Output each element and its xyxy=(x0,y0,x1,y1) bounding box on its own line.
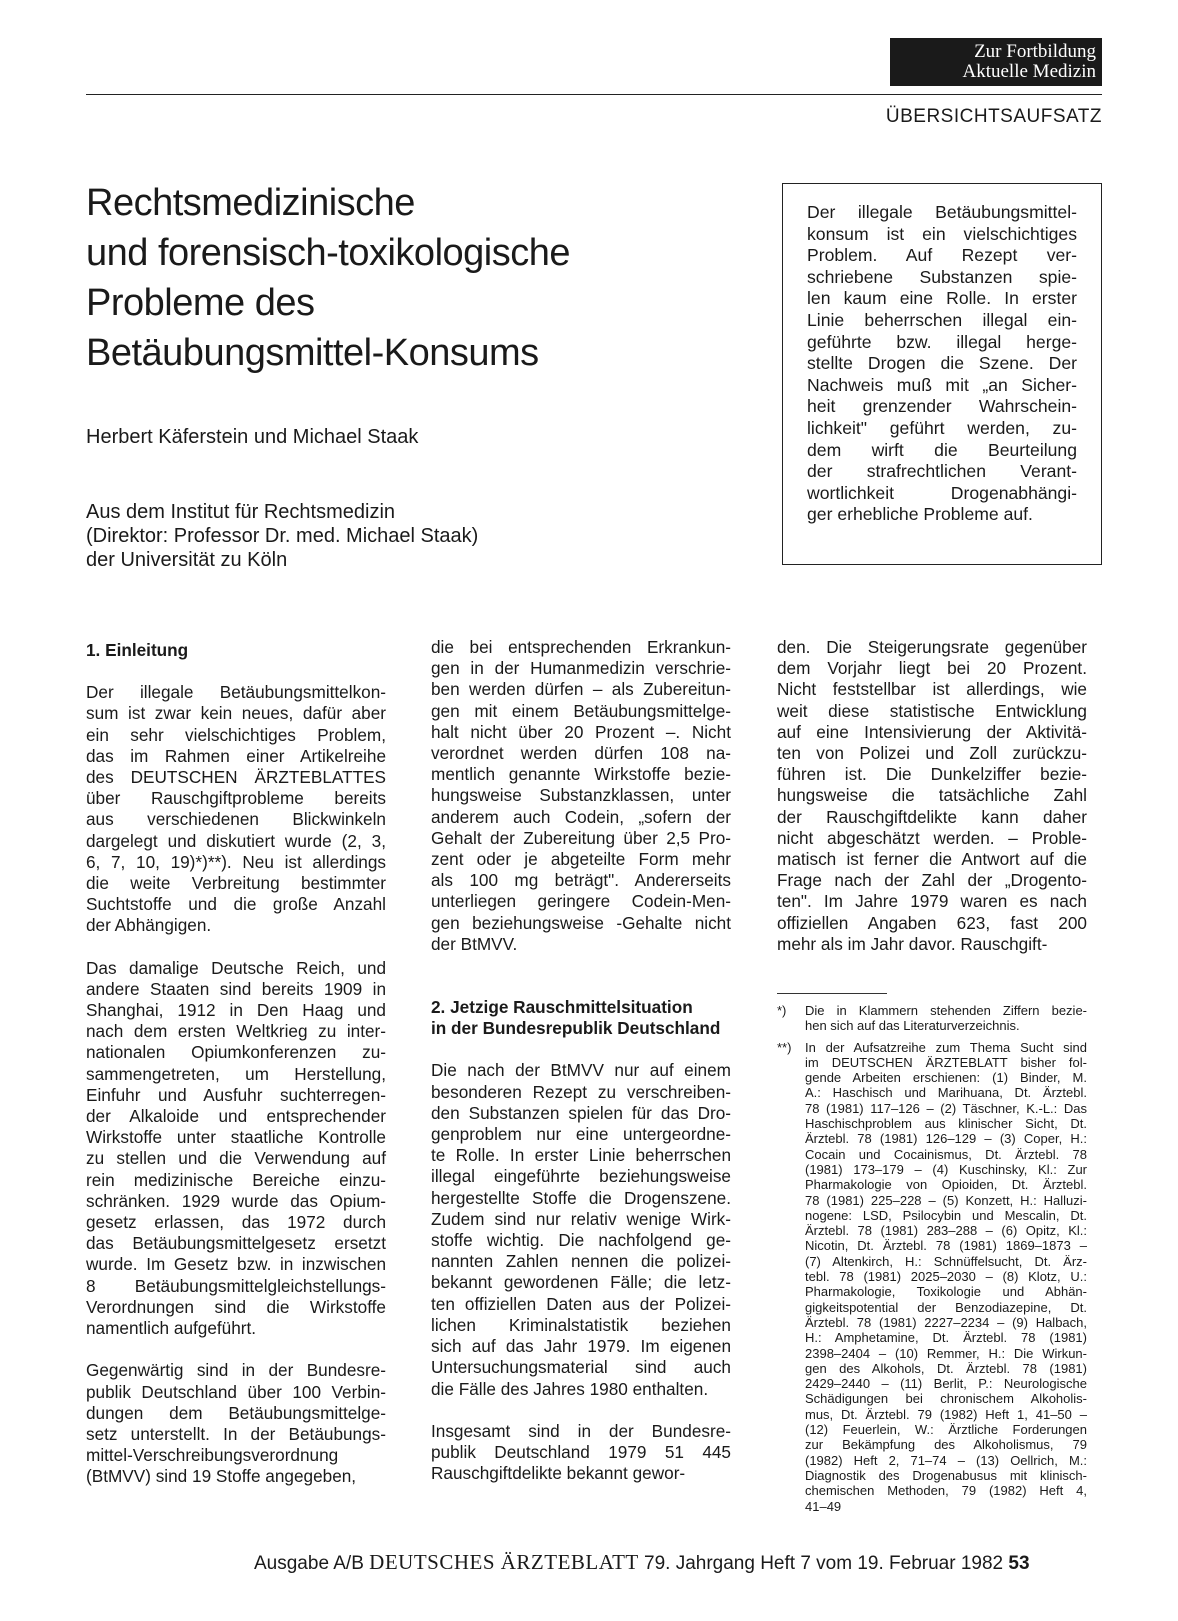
text-line: rein medizinische Bereiche einzu- xyxy=(86,1169,386,1190)
footnote xyxy=(777,1040,1087,1514)
text-line: Die nach der BtMVV nur auf einem xyxy=(431,1060,731,1081)
text-line: hergestellte Stoffe die Drogenszene. xyxy=(431,1187,731,1208)
text-line: chemischen Methoden, 79 (1982) Heft 4, xyxy=(805,1483,1087,1499)
text-line: mentlich genannte Wirkstoffe bezie- xyxy=(431,764,731,785)
paragraph xyxy=(431,637,731,955)
article-title xyxy=(86,178,726,378)
text-line: des DEUTSCHEN ÄRZTEBLATTES xyxy=(86,767,386,788)
text-line: Einfuhr und Ausfuhr suchterregen- xyxy=(86,1084,386,1105)
text-line: aus verschiedenen Blickwinkeln xyxy=(86,809,386,830)
text-line: die bei entsprechenden Erkrankun- xyxy=(431,637,731,657)
title-line: und forensisch-toxikologische xyxy=(86,232,570,274)
text-line: Der illegale Betäubungsmittelkon- xyxy=(86,682,386,703)
page-footer xyxy=(254,1550,1030,1575)
text-line: dem wirft die Beurteilung xyxy=(807,439,1077,460)
text-line: ben werden dürfen – als Zubereitun- xyxy=(431,679,731,700)
text-line: anderem auch Codein, „sofern der xyxy=(431,806,731,827)
text-line: Suchtstoffe und die große Anzahl xyxy=(86,894,386,915)
journal-name: DEUTSCHES ÄRZTEBLATT xyxy=(369,1550,639,1574)
affiliation-line: (Direktor: Professor Dr. med. Michael Staak) xyxy=(86,525,479,547)
text-line: der BtMVV. xyxy=(431,933,518,954)
text-line: Pharmakologie, Toxikologie und Abhän- xyxy=(805,1284,1087,1300)
text-line: len kaum eine Rolle. In erster xyxy=(807,288,1077,309)
text-line: 2429–2440 – (11) Berlit, P.: Neurologische xyxy=(805,1376,1087,1392)
text-line: Shanghai, 1912 in Den Haag und xyxy=(86,1000,386,1021)
text-line: wurde. Im Gesetz bzw. in inzwischen xyxy=(86,1254,386,1275)
text-line: heit grenzender Wahrschein- xyxy=(807,396,1077,417)
text-line: gen des Alkohols, Dt. Ärztebl. 78 (1981) xyxy=(805,1360,1087,1376)
text-line: Ärztebl. 78 (1981) 283–288 – (6) Opitz, Kl.: xyxy=(805,1223,1087,1239)
text-line: konsum ist ein vielschichtiges xyxy=(807,223,1077,244)
abstract-text xyxy=(807,202,1077,526)
footnote-text xyxy=(805,1003,1087,1034)
text-line: zu stellen und die Verwendung auf xyxy=(86,1148,386,1169)
text-line: Die in Klammern stehenden Ziffern bezie- xyxy=(805,1003,1087,1018)
page-number: 53 xyxy=(1008,1553,1030,1574)
text-line: unterliegen geringere Codein-Men- xyxy=(431,891,731,912)
section-heading: in der Bundesrepublik Deutschland xyxy=(431,1018,721,1039)
text-line: gen in der Humanmedizin verschrie- xyxy=(431,658,731,679)
text-line: 41–49 xyxy=(805,1498,842,1514)
text-line: sum ist zwar kein neues, dafür aber xyxy=(86,703,386,724)
text-line: lichen Kriminalstatistik beziehen xyxy=(431,1314,731,1335)
footnote-rule xyxy=(777,993,887,994)
paragraph xyxy=(431,1421,731,1485)
title-line: Betäubungsmittel-Konsums xyxy=(86,332,539,374)
text-line: (BtMVV) sind 19 Stoffe angegeben, xyxy=(86,1466,357,1487)
text-line: 2398–2404 – (10) Remmer, H.: Die Wirkun- xyxy=(805,1345,1087,1361)
text-line: andere Staaten sind bereits 1909 in xyxy=(86,978,386,999)
text-line: Nachweis muß mit „an Sicher- xyxy=(807,374,1077,395)
text-line: Linie beherrschen illegal ein- xyxy=(807,309,1077,330)
text-line: zent oder je abgeteilte Form mehr xyxy=(431,849,731,870)
text-line: mittel-Verschreibungsverordnung xyxy=(86,1445,339,1466)
text-line: 8 Betäubungsmittelgleichstellungs- xyxy=(86,1275,386,1296)
text-line: nogene: LSD, Psilocybin und Mescalin, Dt. xyxy=(805,1207,1087,1223)
title-line: Rechtsmedizinische xyxy=(86,182,415,224)
footnote-mark: **) xyxy=(777,1039,792,1055)
text-line: hungsweise die tatsächliche Zahl xyxy=(777,785,1087,806)
issue-info: 79. Jahrgang Heft 7 vom 19. Februar 1982 xyxy=(644,1553,1004,1574)
text-line: Untersuchungsmaterial sind auch xyxy=(431,1357,731,1378)
text-column-3 xyxy=(777,637,1087,976)
text-line: Cocain und Cocainismus, Dt. Ärztebl. 78 xyxy=(805,1146,1087,1162)
text-line: offiziellen Angaben 623, fast 200 xyxy=(777,912,1087,933)
affiliation xyxy=(86,500,478,572)
edition-label: Ausgabe A/B xyxy=(254,1553,364,1574)
text-line: gende Arbeiten erschienen: (1) Binder, M. xyxy=(805,1070,1087,1086)
text-line: Haschischproblem aus klinischer Sicht, Dt. xyxy=(805,1116,1087,1132)
text-line: gen beziehungsweise -Gehalte nicht xyxy=(431,912,731,933)
rubric-line: Aktuelle Medizin xyxy=(962,61,1096,82)
text-line: besonderen Rezept zu verschreiben- xyxy=(431,1081,731,1102)
text-line: publik Deutschland über 100 Verbin- xyxy=(86,1381,386,1402)
text-line: illegal eingeführte beziehungsweise xyxy=(431,1166,731,1187)
text-line: dem Vorjahr liegt bei 20 Prozent. xyxy=(777,658,1087,679)
text-line: gigkeitspotential der Benzodiazepine, Dt. xyxy=(805,1299,1087,1315)
text-line: im DEUTSCHEN ÄRZTEBLATT bisher fol- xyxy=(805,1054,1087,1070)
text-column-2 xyxy=(431,637,731,1505)
text-line: die weite Verbreitung bestimmter xyxy=(86,873,386,894)
paragraph xyxy=(777,637,1087,955)
text-line: gesetz erlassen, das 1972 durch xyxy=(86,1212,386,1233)
text-line: als 100 mg beträgt". Andererseits xyxy=(431,870,731,891)
text-line: dungen dem Betäubungsmittelge- xyxy=(86,1402,386,1423)
text-line: dargelegt und diskutiert wurde (2, 3, xyxy=(86,830,386,851)
text-line: Zudem sind nur relativ wenige Wirk- xyxy=(431,1208,731,1229)
text-line: Verordnungen sind die Wirkstoffe xyxy=(86,1296,386,1317)
text-line: ten offiziellen Daten aus der Polizei- xyxy=(431,1293,731,1314)
text-line: den Substanzen spielen für das Dro- xyxy=(431,1102,731,1123)
title-line: Probleme des xyxy=(86,282,315,324)
text-line: Ärztebl. 78 (1981) 126–129 – (3) Coper, H.: xyxy=(805,1131,1087,1147)
paragraph xyxy=(86,682,386,936)
text-line: schränken. 1929 wurde das Opium- xyxy=(86,1190,386,1211)
text-line: sich auf das Jahr 1979. Im eigenen xyxy=(431,1336,731,1357)
footnote-mark: *) xyxy=(777,1003,787,1018)
text-line: mehr als im Jahr davor. Rauschgift- xyxy=(777,933,1048,954)
text-line: A.: Haschisch und Marihuana, Dt. Ärztebl. xyxy=(805,1085,1087,1101)
text-line: verordnet werden dürfen 108 na- xyxy=(431,743,731,764)
text-line: nach dem ersten Weltkrieg zu inter- xyxy=(86,1021,386,1042)
text-line: nationalen Opiumkonferenzen zu- xyxy=(86,1042,386,1063)
text-line: matisch ist ferner die Antwort auf die xyxy=(777,849,1087,870)
text-line: lichkeit" geführt werden, zu- xyxy=(807,417,1077,438)
header-rule xyxy=(86,94,1102,95)
text-line: das Betäubungsmittelgesetz ersetzt xyxy=(86,1233,386,1254)
text-line: Nicotin, Dt. Ärztebl. 78 (1981) 1869–1873 – xyxy=(805,1238,1087,1254)
text-line: genproblem nur eine untergeordne- xyxy=(431,1124,731,1145)
text-line: nannten Zahlen nennen die polizei- xyxy=(431,1251,731,1272)
text-line: setz unterstellt. In der Betäubungs- xyxy=(86,1423,386,1444)
text-line: 6, 7, 10, 19)*)**). Neu ist allerdings xyxy=(86,851,386,872)
text-line: der Abhängigen. xyxy=(86,915,212,936)
text-line: ger erhebliche Probleme auf. xyxy=(807,504,1033,525)
text-line: Gehalt der Zubereitung über 2,5 Pro- xyxy=(431,827,731,848)
text-line: wortlichkeit Drogenabhängi- xyxy=(807,482,1077,503)
text-line: Der illegale Betäubungsmittel- xyxy=(807,202,1077,222)
text-line: publik Deutschland 1979 51 445 xyxy=(431,1441,731,1462)
text-line: den. Die Steigerungsrate gegenüber xyxy=(777,637,1087,657)
text-line: (7) Altenkirch, H.: Schnüffelsucht, Dt. Ärz- xyxy=(805,1253,1087,1269)
text-line: hungsweise Substanzklassen, unter xyxy=(431,785,731,806)
text-line: Pharmakologie von Opioiden, Dt. Ärztebl. xyxy=(805,1177,1087,1193)
text-line: 78 (1981) 225–228 – (5) Konzett, H.: Halluzi- xyxy=(805,1192,1087,1208)
text-line: Rauschgiftdelikte bekannt gewor- xyxy=(431,1463,686,1484)
text-line: geführte bzw. illegal herge- xyxy=(807,331,1077,352)
text-line: zur Bekämpfung des Alkoholismus, 79 xyxy=(805,1437,1087,1453)
text-line: (1982) Heft 2, 71–74 – (13) Oellrich, M.: xyxy=(805,1452,1087,1468)
text-line: 78 (1981) 117–126 – (2) Täschner, K.-L.: Das xyxy=(805,1100,1087,1116)
text-line: Diagnostik des Drogenabusus mit klinisch- xyxy=(805,1467,1087,1483)
text-line: (1981) 173–179 – (4) Kuschinsky, Kl.: Zur xyxy=(805,1161,1087,1177)
text-line: sammengetreten, um Herstellung, xyxy=(86,1063,386,1084)
text-line: In der Aufsatzreihe zum Thema Sucht sind xyxy=(805,1039,1087,1055)
authors: Herbert Käferstein und Michael Staak xyxy=(86,426,419,448)
text-line: gen mit einem Betäubungsmittelge- xyxy=(431,700,731,721)
paragraph xyxy=(431,1060,731,1399)
text-line: Frage nach der Zahl der „Drogento- xyxy=(777,870,1087,891)
text-line: bekannt gewordenen Fälle; die letz- xyxy=(431,1272,731,1293)
text-line: stellte Drogen die Szene. Der xyxy=(807,353,1077,374)
section-label: ÜBERSICHTSAUFSATZ xyxy=(885,106,1102,127)
text-line: Wirkstoffe unter staatliche Kontrolle xyxy=(86,1127,386,1148)
text-line: die Fälle des Jahres 1980 enthalten. xyxy=(431,1378,709,1399)
affiliation-line: Aus dem Institut für Rechtsmedizin xyxy=(86,501,396,523)
text-line: Problem. Auf Rezept ver- xyxy=(807,245,1077,266)
text-line: Das damalige Deutsche Reich, und xyxy=(86,957,386,978)
text-line: ein sehr vielschichtiges Problem, xyxy=(86,724,386,745)
footnote-text xyxy=(805,1040,1087,1514)
text-line: stoffe wichtig. Die nachfolgend ge- xyxy=(431,1230,731,1251)
text-line: weit diese statistische Entwicklung xyxy=(777,700,1087,721)
text-line: das im Rahmen einer Artikelreihe xyxy=(86,745,386,766)
text-line: namentlich aufgeführt. xyxy=(86,1318,257,1339)
text-line: Ärztebl. 78 (1981) 2227–2234 – (9) Halbach, xyxy=(805,1314,1087,1330)
text-line: über Rauschgiftprobleme bereits xyxy=(86,788,386,809)
text-line: te Rolle. In erster Linie beherrschen xyxy=(431,1145,731,1166)
rubric-label xyxy=(890,38,1102,86)
text-line: hen sich auf das Literaturverzeichnis. xyxy=(805,1018,1020,1034)
text-line: schriebene Substanzen spie- xyxy=(807,266,1077,287)
text-column-1 xyxy=(86,640,386,1509)
affiliation-line: der Universität zu Köln xyxy=(86,549,288,571)
text-line: Schädigungen bei chronischem Alkoholis- xyxy=(805,1391,1087,1407)
text-line: der strafrechtlichen Verant- xyxy=(807,461,1077,482)
text-line: Gegenwärtig sind in der Bundesre- xyxy=(86,1360,386,1381)
text-line: mus, Dt. Ärztebl. 79 (1982) Heft 1, 41–50 – xyxy=(805,1406,1087,1422)
paragraph xyxy=(86,958,386,1340)
text-line: tebl. 78 (1981) 2025–2030 – (8) Klotz, U.: xyxy=(805,1269,1087,1285)
section-heading: 1. Einleitung xyxy=(86,640,189,660)
text-line: auf eine Intensivierung der Aktivitä- xyxy=(777,721,1087,742)
text-line: Nicht feststellbar ist allerdings, wie xyxy=(777,679,1087,700)
footnotes xyxy=(777,1003,1087,1520)
text-line: ten". Im Jahre 1979 waren es nach xyxy=(777,891,1087,912)
text-line: der Rauschgiftdelikte kann daher xyxy=(777,806,1087,827)
text-line: nicht abgeschätzt werden. – Proble- xyxy=(777,827,1087,848)
footnote xyxy=(777,1003,1087,1034)
paragraph xyxy=(86,1360,386,1487)
text-line: ten von Polizei und Zoll zurückzu- xyxy=(777,743,1087,764)
text-line: Insgesamt sind in der Bundesre- xyxy=(431,1420,731,1441)
text-line: halt nicht über 20 Prozent –. Nicht xyxy=(431,721,731,742)
text-line: der Alkaloide und entsprechender xyxy=(86,1106,386,1127)
text-line: führen ist. Die Dunkelziffer bezie- xyxy=(777,764,1087,785)
text-line: H.: Amphetamine, Dt. Ärztebl. 78 (1981) xyxy=(805,1330,1087,1346)
text-line: (12) Feuerlein, W.: Ärztliche Forderungen xyxy=(805,1422,1087,1438)
section-heading: 2. Jetzige Rauschmittelsituation xyxy=(431,997,693,1018)
abstract-box xyxy=(782,183,1102,565)
rubric-line: Zur Fortbildung xyxy=(974,41,1096,62)
